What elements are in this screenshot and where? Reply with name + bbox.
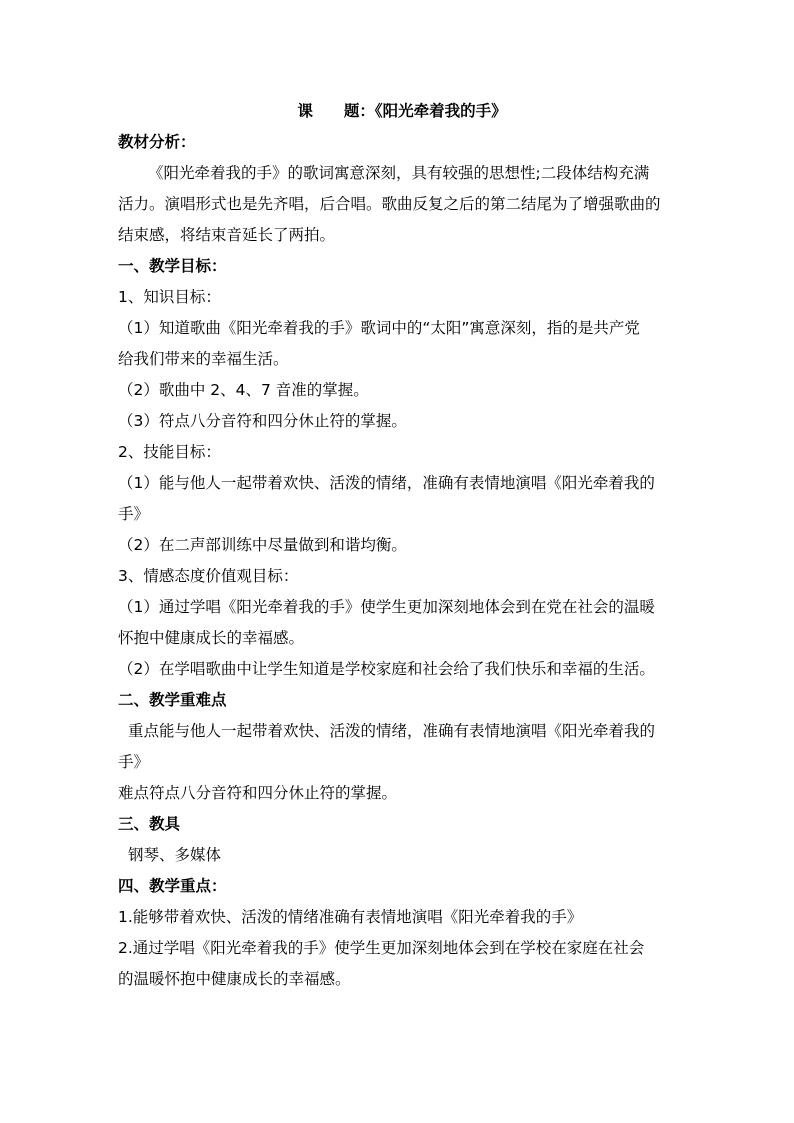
knowledge-line: （1）知道歌曲《阳光牵着我的手》歌词中的“太阳”寓意深刻，指的是共产党 bbox=[118, 319, 640, 337]
knowledge-heading: 1、知识目标： bbox=[118, 288, 221, 306]
knowledge-line: （2）歌曲中 2、4、7 音准的掌握。 bbox=[118, 381, 369, 399]
emotion-line: （1）通过学唱《阳光牵着我的手》使学生更加深刻地体会到在党在社会的温暖 bbox=[118, 598, 655, 616]
analysis-line: 《阳光牵着我的手》的歌词寓意深刻，具有较强的思想性;二段体结构充满 bbox=[148, 164, 650, 182]
knowledge-line: （3）符点八分音符和四分休止符的掌握。 bbox=[118, 412, 407, 430]
difficulty-line: 手》 bbox=[118, 753, 150, 771]
focus-heading: 四、教学重点： bbox=[118, 877, 227, 895]
goals-heading: 一、教学目标： bbox=[118, 257, 227, 275]
difficulty-line: 难点符点八分音符和四分休止符的掌握。 bbox=[118, 784, 398, 802]
skill-line: 手》 bbox=[118, 505, 150, 523]
emotion-line: 怀抱中健康成长的幸福感。 bbox=[118, 629, 305, 647]
tools-line: 钢琴、多媒体 bbox=[128, 846, 222, 864]
emotion-heading: 3、情感态度价值观目标： bbox=[118, 567, 299, 585]
focus-line: 2.通过学唱《阳光牵着我的手》使学生更加深刻地体会到在学校在家庭在社会 bbox=[118, 939, 645, 957]
analysis-line: 结束感，将结束音延长了两拍。 bbox=[118, 226, 336, 244]
analysis-line: 活力。演唱形式也是先齐唱，后合唱。歌曲反复之后的第二结尾为了增强歌曲的 bbox=[118, 195, 661, 213]
skill-line: （2）在二声部训练中尽量做到和谐均衡。 bbox=[118, 536, 407, 554]
skill-heading: 2、技能目标： bbox=[118, 443, 221, 461]
emotion-line: （2）在学唱歌曲中让学生知道是学校家庭和社会给了我们快乐和幸福的生活。 bbox=[118, 660, 655, 678]
lesson-title: 课 题：《阳光牵着我的手》 bbox=[297, 102, 507, 120]
difficulty-line: 重点能与他人一起带着欢快、活泼的情绪，准确有表情地演唱《阳光牵着我的 bbox=[128, 722, 656, 740]
tools-heading: 三、教具 bbox=[118, 815, 181, 833]
focus-line: 的温暖怀抱中健康成长的幸福感。 bbox=[118, 970, 351, 988]
knowledge-line: 给我们带来的幸福生活。 bbox=[118, 350, 289, 368]
skill-line: （1）能与他人一起带着欢快、活泼的情绪，准确有表情地演唱《阳光牵着我的 bbox=[118, 474, 655, 492]
focus-line: 1.能够带着欢快、活泼的情绪准确有表情地演唱《阳光牵着我的手》 bbox=[118, 908, 583, 926]
document-page bbox=[118, 96, 678, 995]
difficulty-heading: 二、教学重难点 bbox=[118, 691, 227, 709]
analysis-heading: 教材分析： bbox=[118, 133, 196, 151]
